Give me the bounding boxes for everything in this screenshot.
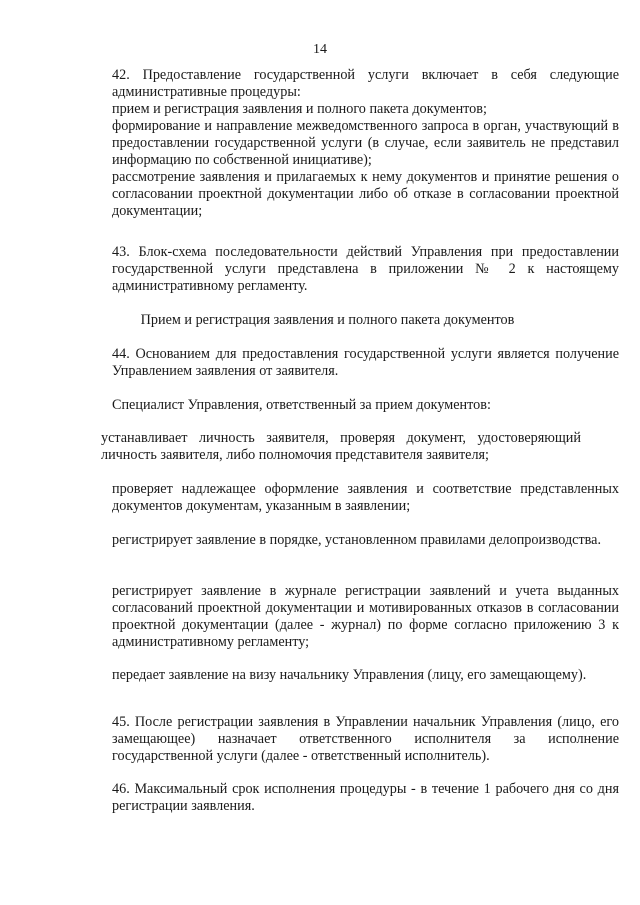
action-4: регистрирует заявление в журнале регистрации заявлений и учета выданных согласований проектной документации и мотивированных отказов в согласовании проектной документации (далее - журнал) по форме согласно приложению 3 к административному регламенту; xyxy=(112,583,619,650)
action-5: передает заявление на визу начальнику Управления (лицу, его замещающему). xyxy=(112,667,587,683)
paragraph-42-item-b: формирование и направление межведомственного запроса в орган, участвующий в предоставлении государственной услуги (в случае, если заявитель не представил информацию по собственной инициативе); xyxy=(112,118,619,168)
paragraph-42-item-c: рассмотрение заявления и прилагаемых к нему документов и принятие решения о согласовании проектной документации либо об отказе в согласовании проектной документации; xyxy=(112,169,619,219)
paragraph-45: 45. После регистрации заявления в Управлении начальник Управления (лицо, его замещающее) назначает ответственного исполнителя за исполнение государственной услуги (далее - ответственный исполнитель). xyxy=(112,714,619,764)
action-3: регистрирует заявление в порядке, установленном правилами делопроизводства. xyxy=(112,532,602,548)
paragraph-44: 44. Основанием для предоставления государственной услуги является получение Управлением заявления от заявителя. xyxy=(112,346,619,379)
paragraph-46: 46. Максимальный срок исполнения процедуры - в течение 1 рабочего дня со дня регистрации заявления. xyxy=(112,781,619,814)
paragraph-42-intro: 42. Предоставление государственной услуги включает в себя следующие административные процедуры: xyxy=(112,67,619,100)
specialist-line: Специалист Управления, ответственный за прием документов: xyxy=(112,397,491,413)
paragraph-42-item-a: прием и регистрация заявления и полного пакета документов; xyxy=(112,101,487,117)
section-heading: Прием и регистрация заявления и полного пакета документов xyxy=(140,312,515,328)
paragraph-43: 43. Блок-схема последовательности действий Управления при предоставлении государственной услуги представлена в приложении № 2 к настоящему административному регламенту. xyxy=(112,244,619,294)
action-1: устанавливает личность заявителя, проверяя документ, удостоверяющий личность заявителя, либо полномочия представителя заявителя; xyxy=(101,430,581,463)
action-2: проверяет надлежащее оформление заявления и соответствие представленных документов документам, указанным в заявлении; xyxy=(112,481,619,514)
page-number: 14 xyxy=(313,42,327,57)
